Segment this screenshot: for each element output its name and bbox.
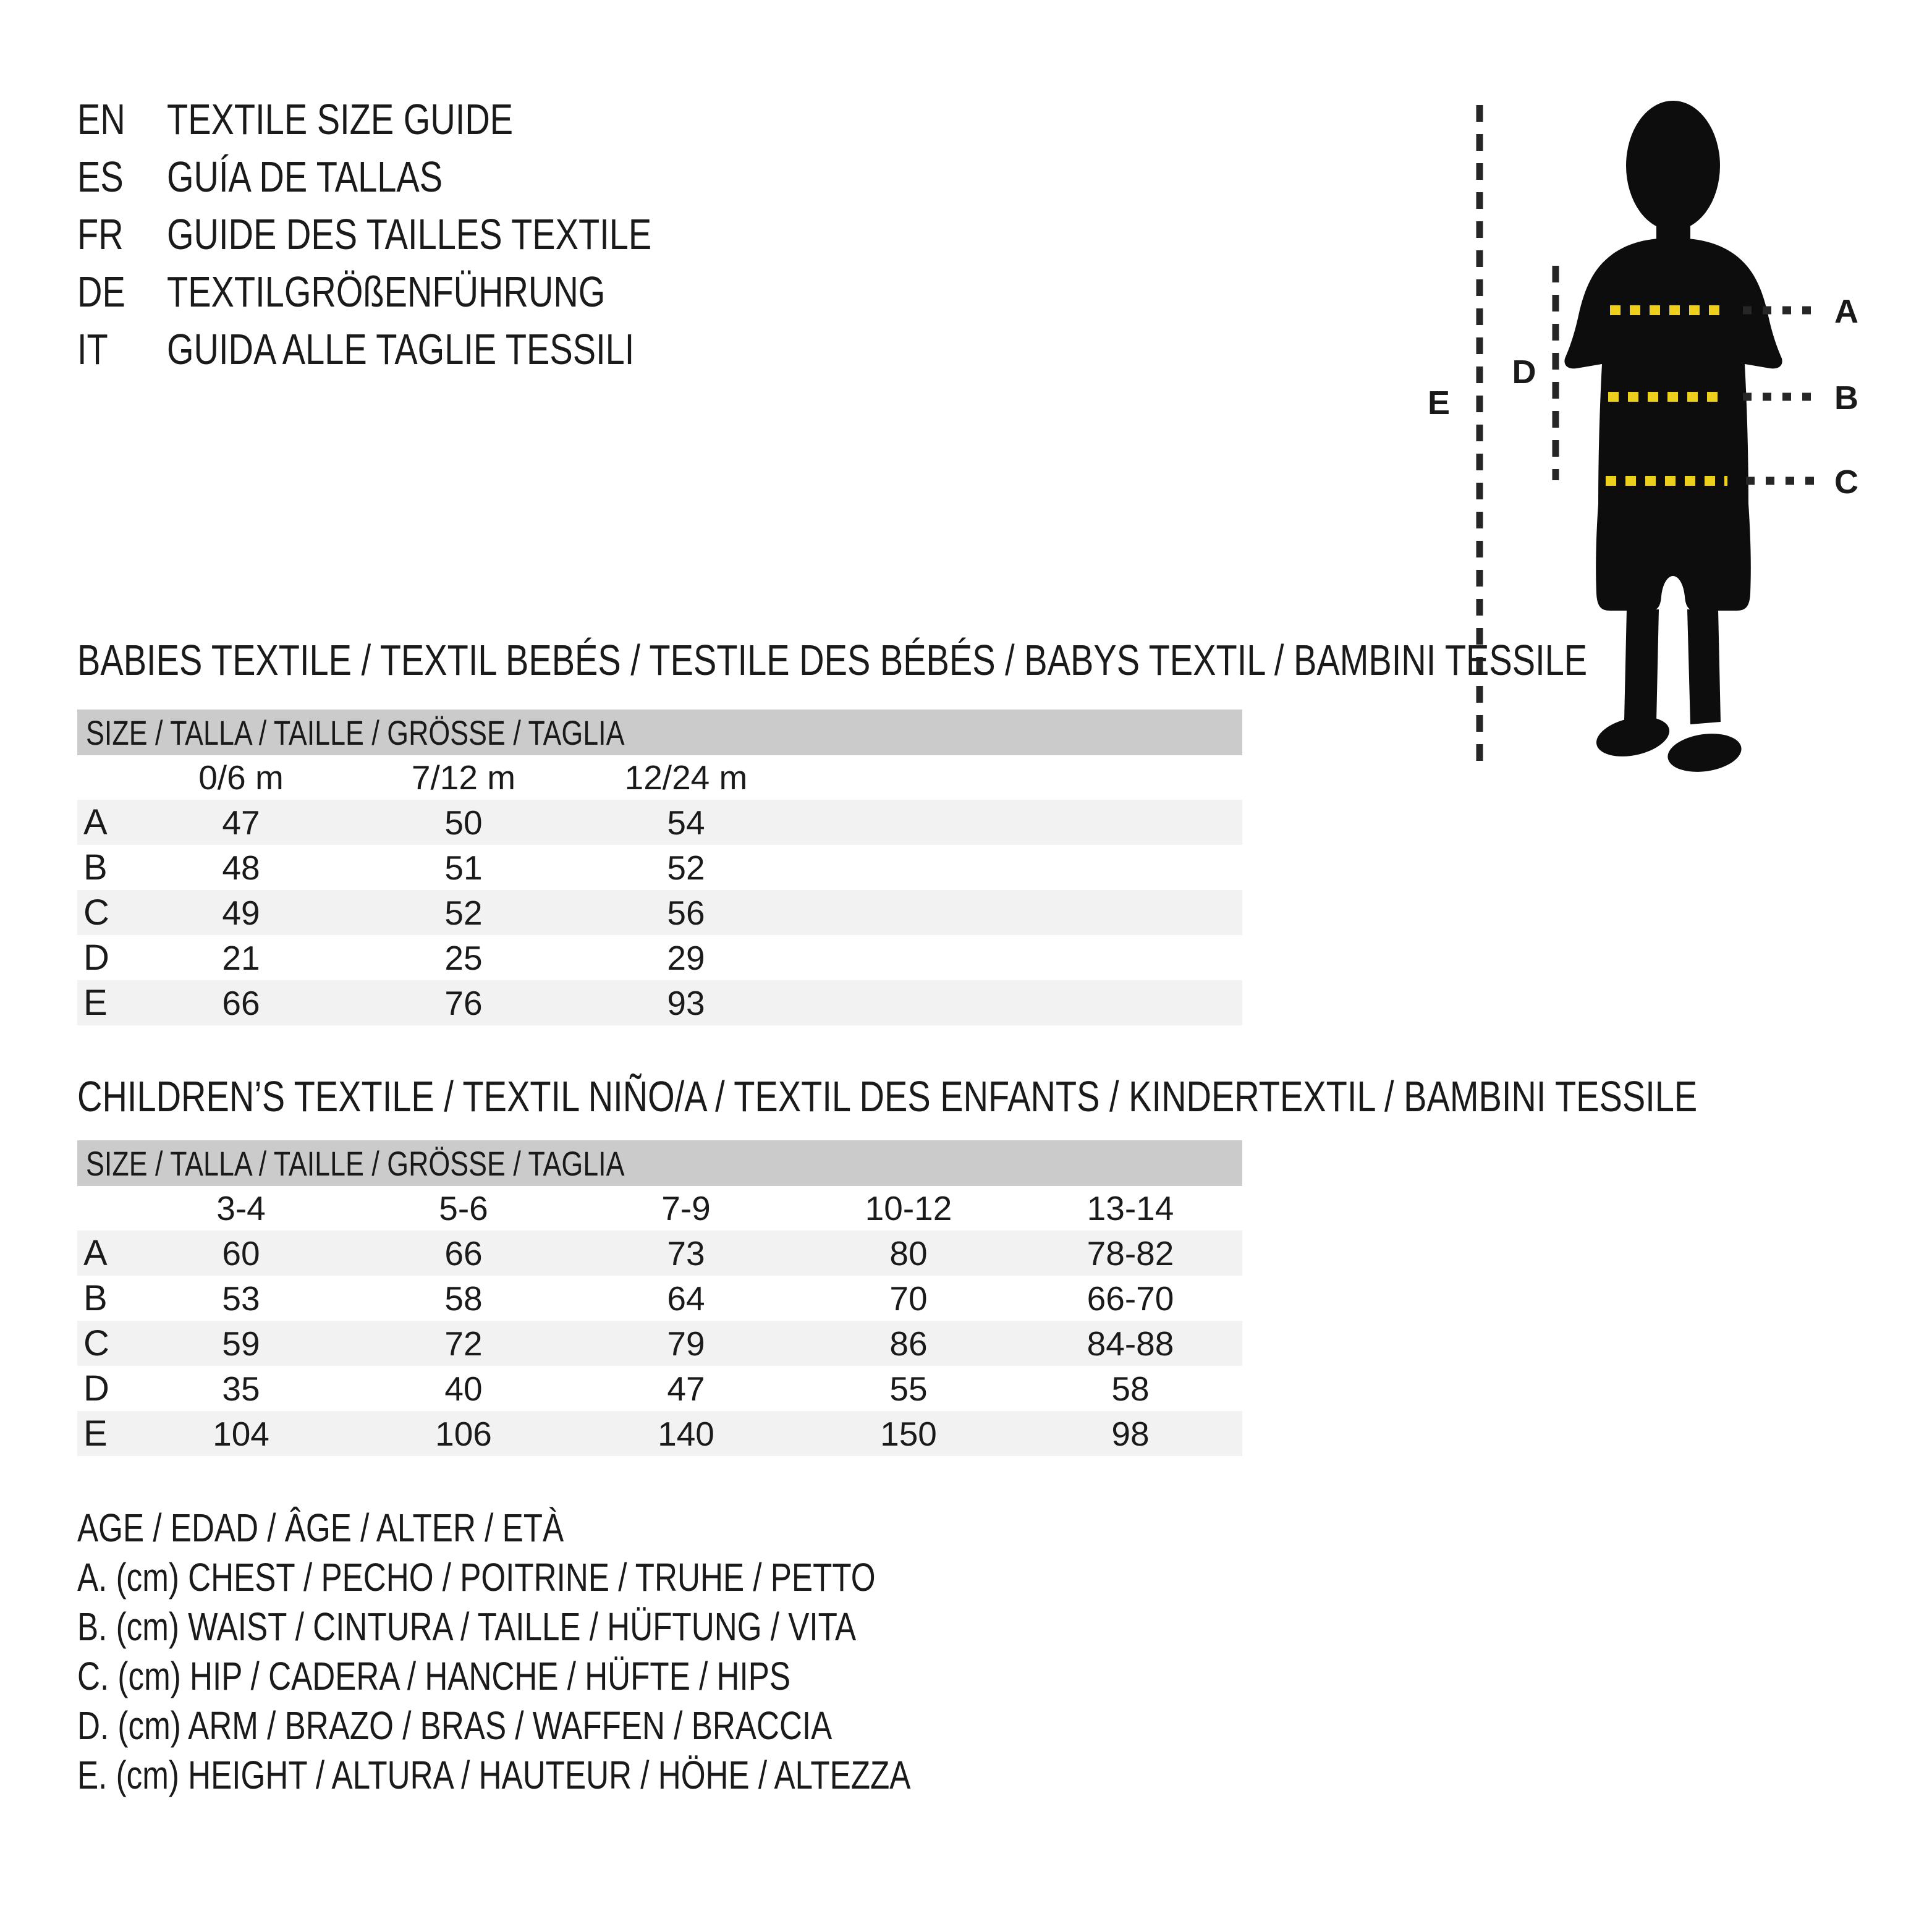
row-label: D	[83, 1368, 109, 1409]
children-column-header: 3-4	[216, 1189, 266, 1227]
row-label: D	[83, 938, 109, 978]
size-value: 21	[222, 938, 260, 977]
size-value: 47	[222, 803, 260, 842]
babies-size-table	[77, 710, 1242, 1025]
silhouette-head	[1626, 101, 1720, 231]
size-value: 56	[667, 893, 705, 932]
size-value: 98	[1111, 1414, 1150, 1453]
children-size-table	[77, 1140, 1242, 1456]
size-value: 52	[667, 848, 705, 887]
babies-column-header: 0/6 m	[198, 758, 284, 797]
legend-age-text: AGE / EDAD / ÂGE / ALTER / ETÀ	[77, 1506, 564, 1550]
size-value: 73	[667, 1234, 705, 1273]
language-code-de: DE	[77, 267, 125, 316]
size-value: 59	[222, 1324, 260, 1363]
size-value: 55	[889, 1369, 928, 1408]
children-heading-text: CHILDREN’S TEXTILE / TEXTIL NIÑO/A / TEXTIL DES ENFANTS / KINDERTEXTIL / BAMBINI TESSILE	[77, 1072, 1698, 1121]
size-value: 58	[444, 1279, 483, 1318]
babies-row-C	[77, 890, 1242, 935]
size-value: 72	[444, 1324, 483, 1363]
size-value: 66	[444, 1234, 483, 1273]
silhouette-torso	[1564, 238, 1782, 504]
legend-line-waist	[77, 1602, 1119, 1651]
guide-title-fr: GUIDE DES TAILLES TEXTILE	[167, 210, 652, 258]
legend-line-chest	[77, 1553, 1119, 1602]
children-section-heading	[77, 1072, 1932, 1121]
row-label: C	[83, 1323, 109, 1363]
children-column-header-row	[77, 1186, 1242, 1231]
children-column-header: 7-9	[661, 1189, 711, 1227]
guide-title-es: GUÍA DE TALLAS	[167, 152, 443, 201]
size-value: 49	[222, 893, 260, 932]
size-value: 86	[889, 1324, 928, 1363]
children-column-header: 10-12	[865, 1189, 952, 1227]
children-column-header: 5-6	[439, 1189, 488, 1227]
waist-B-label: B	[1834, 379, 1858, 417]
babies-column-header-row	[77, 755, 1242, 800]
size-value: 47	[667, 1369, 705, 1408]
size-value: 66	[222, 983, 260, 1022]
children-size-header-text: SIZE / TALLA / TAILLE / GRÖSSE / TAGLIA	[86, 1143, 625, 1183]
legend-line-age	[77, 1503, 1119, 1553]
language-row-es	[77, 148, 773, 205]
hip-C-label: C	[1834, 464, 1858, 501]
legend-line-hip	[77, 1651, 1119, 1701]
children-size-header-bar	[77, 1140, 1242, 1186]
measurement-legend	[77, 1503, 1119, 1800]
size-value: 25	[444, 938, 483, 977]
babies-row-D	[77, 935, 1242, 980]
legend-height-text: E. (cm) HEIGHT / ALTURA / HAUTEUR / HÖHE / ALTEZZA	[77, 1753, 911, 1797]
silhouette-shorts	[1596, 504, 1751, 611]
legend-hip-text: C. (cm) HIP / CADERA / HANCHE / HÜFTE / HIPS	[77, 1654, 791, 1698]
size-value: 64	[667, 1279, 705, 1318]
size-value: 53	[222, 1279, 260, 1318]
language-code-fr: FR	[77, 210, 124, 258]
size-value: 66-70	[1087, 1279, 1174, 1318]
row-label: A	[83, 1233, 108, 1273]
size-value: 54	[667, 803, 705, 842]
children-row-E	[77, 1411, 1242, 1456]
silhouette-right-shoe	[1665, 729, 1743, 776]
legend-line-height	[77, 1750, 1119, 1800]
language-row-en	[77, 90, 773, 148]
size-value: 50	[444, 803, 483, 842]
babies-size-header-bar	[77, 710, 1242, 755]
babies-row-E	[77, 980, 1242, 1025]
size-value: 48	[222, 848, 260, 887]
size-value: 79	[667, 1324, 705, 1363]
size-value: 84-88	[1087, 1324, 1174, 1363]
size-value: 150	[880, 1414, 937, 1453]
size-value: 93	[667, 983, 705, 1022]
guide-title-de: TEXTILGRÖßENFÜHRUNG	[167, 267, 606, 316]
size-value: 29	[667, 938, 705, 977]
babies-row-A	[77, 800, 1242, 845]
guide-title-it: GUIDA ALLE TAGLIE TESSILI	[167, 324, 635, 373]
size-value: 78-82	[1087, 1234, 1174, 1273]
size-value: 104	[213, 1414, 269, 1453]
row-label: A	[83, 802, 108, 842]
babies-row-B	[77, 845, 1242, 890]
babies-heading-text: BABIES TEXTILE / TEXTIL BEBÉS / TESTILE DES BÉBÉS / BABYS TEXTIL / BAMBINI TESSILE	[77, 636, 1588, 684]
children-row-C	[77, 1321, 1242, 1366]
size-value: 106	[435, 1414, 492, 1453]
row-label: B	[83, 847, 108, 888]
size-value: 52	[444, 893, 483, 932]
language-code-en: EN	[77, 95, 125, 143]
row-label: E	[83, 1413, 108, 1454]
size-value: 40	[444, 1369, 483, 1408]
arm-D-label: D	[1512, 354, 1536, 391]
size-value: 51	[444, 848, 483, 887]
children-row-D	[77, 1366, 1242, 1411]
language-row-fr	[77, 205, 773, 263]
chest-A-label: A	[1834, 293, 1858, 330]
language-row-de	[77, 263, 773, 320]
silhouette-left-shoe	[1593, 711, 1673, 763]
size-value: 58	[1111, 1369, 1150, 1408]
legend-chest-text: A. (cm) CHEST / PECHO / POITRINE / TRUHE / PETTO	[77, 1555, 876, 1599]
language-row-it	[77, 320, 773, 378]
legend-arm-text: D. (cm) ARM / BRAZO / BRAS / WAFFEN / BRACCIA	[77, 1703, 833, 1748]
guide-title-en: TEXTILE SIZE GUIDE	[167, 95, 514, 143]
row-label: B	[83, 1278, 108, 1318]
legend-waist-text: B. (cm) WAIST / CINTURA / TAILLE / HÜFTUNG / VITA	[77, 1604, 857, 1649]
size-value: 35	[222, 1369, 260, 1408]
language-code-es: ES	[77, 152, 124, 201]
size-value: 70	[889, 1279, 928, 1318]
size-value: 60	[222, 1234, 260, 1273]
children-row-B	[77, 1276, 1242, 1321]
size-value: 140	[658, 1414, 714, 1453]
babies-column-header: 7/12 m	[411, 758, 516, 797]
children-column-header: 13-14	[1087, 1189, 1174, 1227]
row-label: C	[83, 892, 109, 933]
babies-column-header: 12/24 m	[624, 758, 748, 797]
language-code-it: IT	[77, 324, 108, 373]
row-label: E	[83, 983, 108, 1023]
legend-line-arm	[77, 1701, 1119, 1750]
height-E-label: E	[1427, 384, 1451, 422]
babies-size-header-text: SIZE / TALLA / TAILLE / GRÖSSE / TAGLIA	[86, 713, 625, 752]
language-title-list	[77, 90, 773, 378]
babies-section-heading	[77, 635, 1932, 685]
size-value: 76	[444, 983, 483, 1022]
children-row-A	[77, 1231, 1242, 1276]
size-value: 80	[889, 1234, 928, 1273]
